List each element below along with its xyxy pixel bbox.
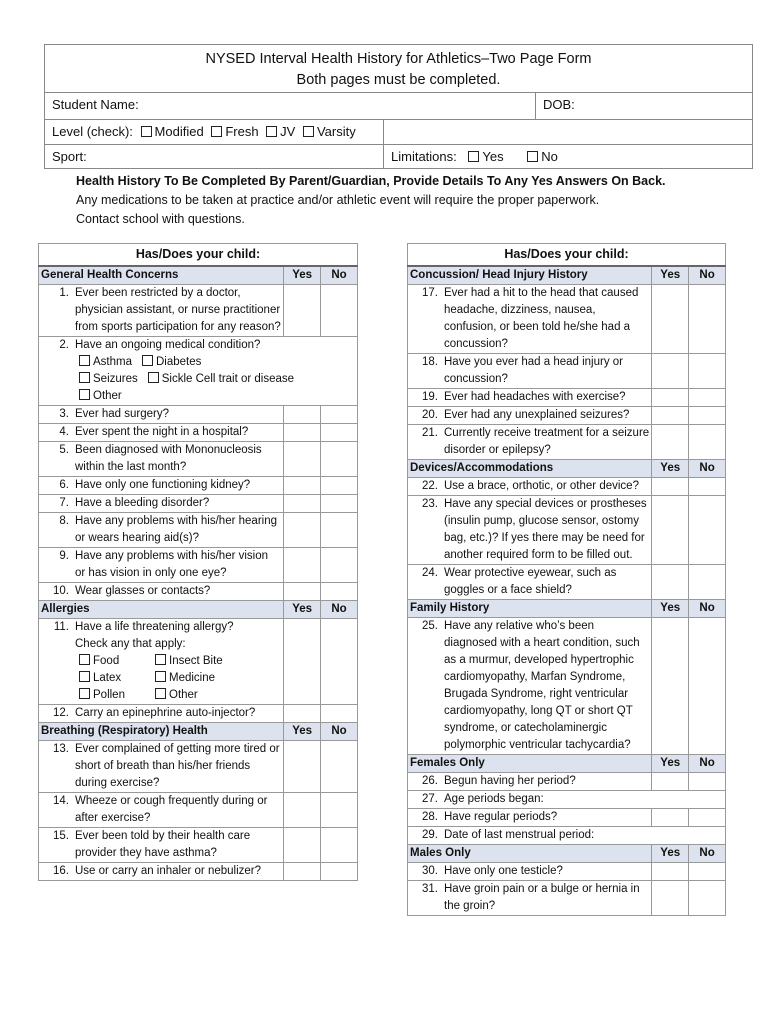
question-row [39,477,358,495]
left-question-table [38,243,358,881]
question-row [408,285,726,354]
condition-checkbox[interactable] [142,355,153,366]
yes-answer-cell[interactable] [284,828,321,863]
sport-label: Sport: [52,149,87,164]
allergy-checkbox[interactable] [79,688,90,699]
no-header: No [321,266,358,285]
left-table-title: Has/Does your child: [39,244,358,267]
no-answer-cell[interactable] [321,583,358,601]
allergy-checkbox[interactable] [155,688,166,699]
student-name-field[interactable] [45,93,542,119]
level-varsity-checkbox[interactable] [303,126,314,137]
question-row [408,773,726,791]
no-header: No [689,460,726,478]
question-row [39,406,358,424]
no-answer-cell[interactable] [689,618,726,755]
last-period-date-field[interactable] [408,827,726,845]
condition-label: Asthma [93,356,132,368]
question-text: Have any problems with his/her vision or has vision in only one eye? [75,550,269,579]
no-answer-cell[interactable] [321,442,358,477]
yes-answer-cell[interactable] [652,407,689,425]
yes-answer-cell[interactable] [284,705,321,723]
condition-label: Sickle Cell trait or disease [161,373,295,385]
allergy-label: Insect Bite [169,655,223,667]
no-answer-cell[interactable] [321,513,358,548]
condition-checkbox[interactable] [79,389,90,400]
question-text: Been diagnosed with Mononucleosis within the last month? [75,444,262,473]
section-header-general: General Health Concerns [39,266,284,285]
section-header-devices: Devices/Accommodations [408,460,652,478]
question-text: Have you ever had a head injury or concussion? [444,356,623,385]
section-header-breathing: Breathing (Respiratory) Health [39,723,284,741]
condition-checkbox[interactable] [79,372,90,383]
question-row [408,425,726,460]
question-row [39,513,358,548]
question-number: 21. [422,427,438,439]
question-number: 5. [59,444,69,456]
no-answer-cell[interactable] [321,741,358,793]
yes-answer-cell[interactable] [284,495,321,513]
question-text: Have an ongoing medical condition? [75,339,261,351]
section-header-allergies: Allergies [39,601,284,619]
question-text: Ever had headaches with exercise? [444,391,626,403]
yes-answer-cell[interactable] [652,425,689,460]
question-text: Have any special devices or prostheses (insulin pump, glucose sensor, ostomy bag, etc.)? If yes there may be need for another required form to be filled out. [444,498,647,561]
no-answer-cell[interactable] [321,495,358,513]
level-fresh-label: Fresh [225,124,259,139]
yes-answer-cell[interactable] [652,809,689,827]
instruction-line2: Any medications to be taken at practice and/or athletic event will require the proper paperwork. [76,193,600,207]
question-row [408,827,726,845]
yes-header: Yes [284,723,321,741]
question-text: Ever complained of getting more tired or short of breath than his/her friends during exercise? [75,743,280,789]
allergy-label: Food [93,655,120,667]
question-row [39,337,358,406]
question-row [39,863,358,881]
question-text: Have only one functioning kidney? [75,479,251,491]
yes-answer-cell[interactable] [284,863,321,881]
allergy-label: Medicine [169,672,216,684]
yes-answer-cell[interactable] [652,496,689,565]
allergy-checkbox[interactable] [155,671,166,682]
yes-header: Yes [652,845,689,863]
question-text: Ever been restricted by a doctor, physician assistant, or nurse practitioner from sports participation for any reason? [75,287,281,333]
no-answer-cell[interactable] [689,881,726,916]
question-text: Date of last menstrual period: [444,829,595,841]
question-text: Use or carry an inhaler or nebulizer? [75,865,262,877]
question-number: 30. [422,865,438,877]
question-row [408,618,726,755]
no-answer-cell[interactable] [321,863,358,881]
level-label: Level (check): [52,124,133,139]
question-row [408,389,726,407]
question-text: Have a bleeding disorder? [75,497,210,509]
no-answer-cell[interactable] [689,773,726,791]
level-fresh-checkbox[interactable] [211,126,222,137]
question-row [408,478,726,496]
question-text: Wheeze or cough frequently during or after exercise? [75,795,268,824]
question-number: 22. [422,480,438,492]
question-subtext: Check any that apply: [75,638,186,650]
condition-label: Seizures [93,373,138,385]
question-text: Have groin pain or a bulge or hernia in the groin? [444,883,640,912]
question-text: Ever had a hit to the head that caused headache, dizziness, nausea, confusion, or been told he/she had a concussion? [444,287,639,350]
section-header-concussion: Concussion/ Head Injury History [408,266,652,285]
yes-header: Yes [652,266,689,285]
question-number: 13. [53,743,69,755]
question-number: 19. [422,391,438,403]
level-varsity-label: Varsity [316,124,356,139]
no-answer-cell[interactable] [689,565,726,600]
question-number: 4. [59,426,69,438]
no-answer-cell[interactable] [689,425,726,460]
question-row [408,791,726,809]
no-answer-cell[interactable] [689,863,726,881]
yes-answer-cell[interactable] [284,793,321,828]
question-text: Have regular periods? [444,811,558,823]
yes-answer-cell[interactable] [284,424,321,442]
dob-label: DOB: [543,97,575,112]
yes-answer-cell[interactable] [652,389,689,407]
question-text: Have any relative who’s been diagnosed with a heart condition, such as a murmur, developed hypertrophic cardiomyopathy, Marfan Syndrome, Brugada Syndrome, right ventricular cardiomyopathy, long QT or short QT syndrome, or catecholaminergic polymorphic ventricular tachycardia? [444,620,640,751]
no-answer-cell[interactable] [321,705,358,723]
question-number: 14. [53,795,69,807]
question-number: 9. [59,550,69,562]
allergy-label: Other [169,689,198,701]
question-number: 26. [422,775,438,787]
limitations-no-label: No [541,149,558,164]
question-row [39,741,358,793]
question-row [408,496,726,565]
condition-checkbox[interactable] [148,372,159,383]
no-answer-cell[interactable] [689,285,726,354]
question-text: Ever spent the night in a hospital? [75,426,249,438]
no-answer-cell[interactable] [321,793,358,828]
question-number: 20. [422,409,438,421]
level-jv-checkbox[interactable] [266,126,277,137]
question-row [39,424,358,442]
question-number: 18. [422,356,438,368]
yes-header: Yes [652,460,689,478]
yes-answer-cell[interactable] [652,285,689,354]
section-header-family: Family History [408,600,652,618]
question-number: 16. [53,865,69,877]
question-number: 8. [59,515,69,527]
condition-label: Diabetes [156,356,202,368]
no-header: No [321,601,358,619]
no-answer-cell[interactable] [689,389,726,407]
yes-header: Yes [284,601,321,619]
yes-answer-cell[interactable] [652,881,689,916]
no-answer-cell[interactable] [321,285,358,337]
question-number: 2. [59,339,69,351]
no-answer-cell[interactable] [321,424,358,442]
question-text: Ever been told by their health care provider they have asthma? [75,830,251,859]
form-title-line1: NYSED Interval Health History for Athletics–Two Page Form [205,51,592,67]
yes-header: Yes [284,266,321,285]
question-row [39,705,358,723]
no-header: No [689,600,726,618]
question-number: 27. [422,793,438,805]
no-answer-cell[interactable] [321,477,358,495]
level-modified-label: Modified [154,124,204,139]
right-question-table [407,243,726,916]
yes-answer-cell[interactable] [284,619,321,705]
question-row [408,881,726,916]
question-number: 10. [53,585,69,597]
no-answer-cell[interactable] [689,496,726,565]
section-header-males: Males Only [408,845,652,863]
question-text: Wear protective eyewear, such as goggles or a face shield? [444,567,617,596]
right-table-title: Has/Does your child: [408,244,726,267]
yes-answer-cell[interactable] [652,478,689,496]
question-row [39,285,358,337]
question-row [408,407,726,425]
limitations-yes-label: Yes [482,149,504,164]
instructions [76,172,716,229]
form-title [44,44,753,93]
no-answer-cell[interactable] [689,809,726,827]
question-text: Ever had any unexplained seizures? [444,409,630,421]
limitations-no-checkbox[interactable] [527,151,538,162]
question-number: 31. [422,883,438,895]
question-number: 17. [422,287,438,299]
no-header: No [689,755,726,773]
condition-label: Other [93,390,122,402]
level-modified-checkbox[interactable] [141,126,152,137]
yes-answer-cell[interactable] [652,565,689,600]
question-row [408,354,726,389]
question-text: Have only one testicle? [444,865,563,877]
level-row [44,119,753,145]
question-text: Use a brace, orthotic, or other device? [444,480,639,492]
section-header-females: Females Only [408,755,652,773]
level-field [45,120,390,144]
condition-checkbox[interactable] [79,355,90,366]
allergy-checkbox[interactable] [155,654,166,665]
yes-answer-cell[interactable] [284,583,321,601]
yes-answer-cell[interactable] [284,548,321,583]
question-number: 15. [53,830,69,842]
form-title-line2: Both pages must be completed. [296,72,501,88]
allergy-label: Latex [93,672,122,684]
student-name-label: Student Name: [52,97,139,112]
no-header: No [689,266,726,285]
question-row [408,863,726,881]
sport-row [44,144,753,169]
allergy-label: Pollen [93,689,125,701]
sport-field[interactable] [45,145,390,168]
instruction-bold: Health History To Be Completed By Parent/Guardian, Provide Details To Any Yes Answers On Back. [76,174,666,188]
no-answer-cell[interactable] [689,354,726,389]
yes-answer-cell[interactable] [652,354,689,389]
yes-answer-cell[interactable] [652,773,689,791]
no-answer-cell[interactable] [321,406,358,424]
no-answer-cell[interactable] [321,548,358,583]
question-number: 23. [422,498,438,510]
question-number: 3. [59,408,69,420]
name-dob-row [44,92,753,120]
question-row [408,565,726,600]
yes-answer-cell[interactable] [284,477,321,495]
question-row [39,828,358,863]
question-number: 25. [422,620,438,632]
allergy-checkbox[interactable] [79,654,90,665]
yes-answer-cell[interactable] [284,442,321,477]
no-answer-cell[interactable] [689,478,726,496]
question-number: 29. [422,829,438,841]
question-row [39,583,358,601]
question-text: Age periods began: [444,793,544,805]
level-jv-label: JV [280,124,296,139]
limitations-label: Limitations: [391,149,457,164]
question-row [39,619,358,705]
question-row [39,548,358,583]
no-header: No [321,723,358,741]
no-answer-cell[interactable] [321,828,358,863]
limitations-yes-checkbox[interactable] [468,151,479,162]
dob-field[interactable] [536,93,575,119]
question-text: Ever had surgery? [75,408,169,420]
question-number: 7. [59,497,69,509]
question-row [39,442,358,477]
question-text: Currently receive treatment for a seizure disorder or epilepsy? [444,427,650,456]
yes-header: Yes [652,755,689,773]
question-text: Carry an epinephrine auto-injector? [75,707,256,719]
question-row [408,809,726,827]
question-number: 12. [53,707,69,719]
yes-answer-cell[interactable] [284,406,321,424]
age-periods-field[interactable] [408,791,726,809]
question-text: Wear glasses or contacts? [75,585,211,597]
allergy-checkbox[interactable] [79,671,90,682]
yes-answer-cell[interactable] [284,741,321,793]
no-header: No [689,845,726,863]
yes-answer-cell[interactable] [284,285,321,337]
question-row [39,495,358,513]
no-answer-cell[interactable] [321,619,358,705]
yes-answer-cell[interactable] [652,863,689,881]
question-number: 28. [422,811,438,823]
question-number: 6. [59,479,69,491]
question-number: 24. [422,567,438,579]
question-text: Have a life threatening allergy? [75,621,234,633]
question-text: Begun having her period? [444,775,576,787]
yes-answer-cell[interactable] [284,513,321,548]
limitations-field [384,145,558,168]
instruction-line3: Contact school with questions. [76,212,245,226]
no-answer-cell[interactable] [689,407,726,425]
question-number: 11. [53,621,69,633]
question-number: 1. [59,287,69,299]
yes-answer-cell[interactable] [652,618,689,755]
yes-header: Yes [652,600,689,618]
question-text: Have any problems with his/her hearing or wears hearing aid(s)? [75,515,277,544]
question-row [39,793,358,828]
